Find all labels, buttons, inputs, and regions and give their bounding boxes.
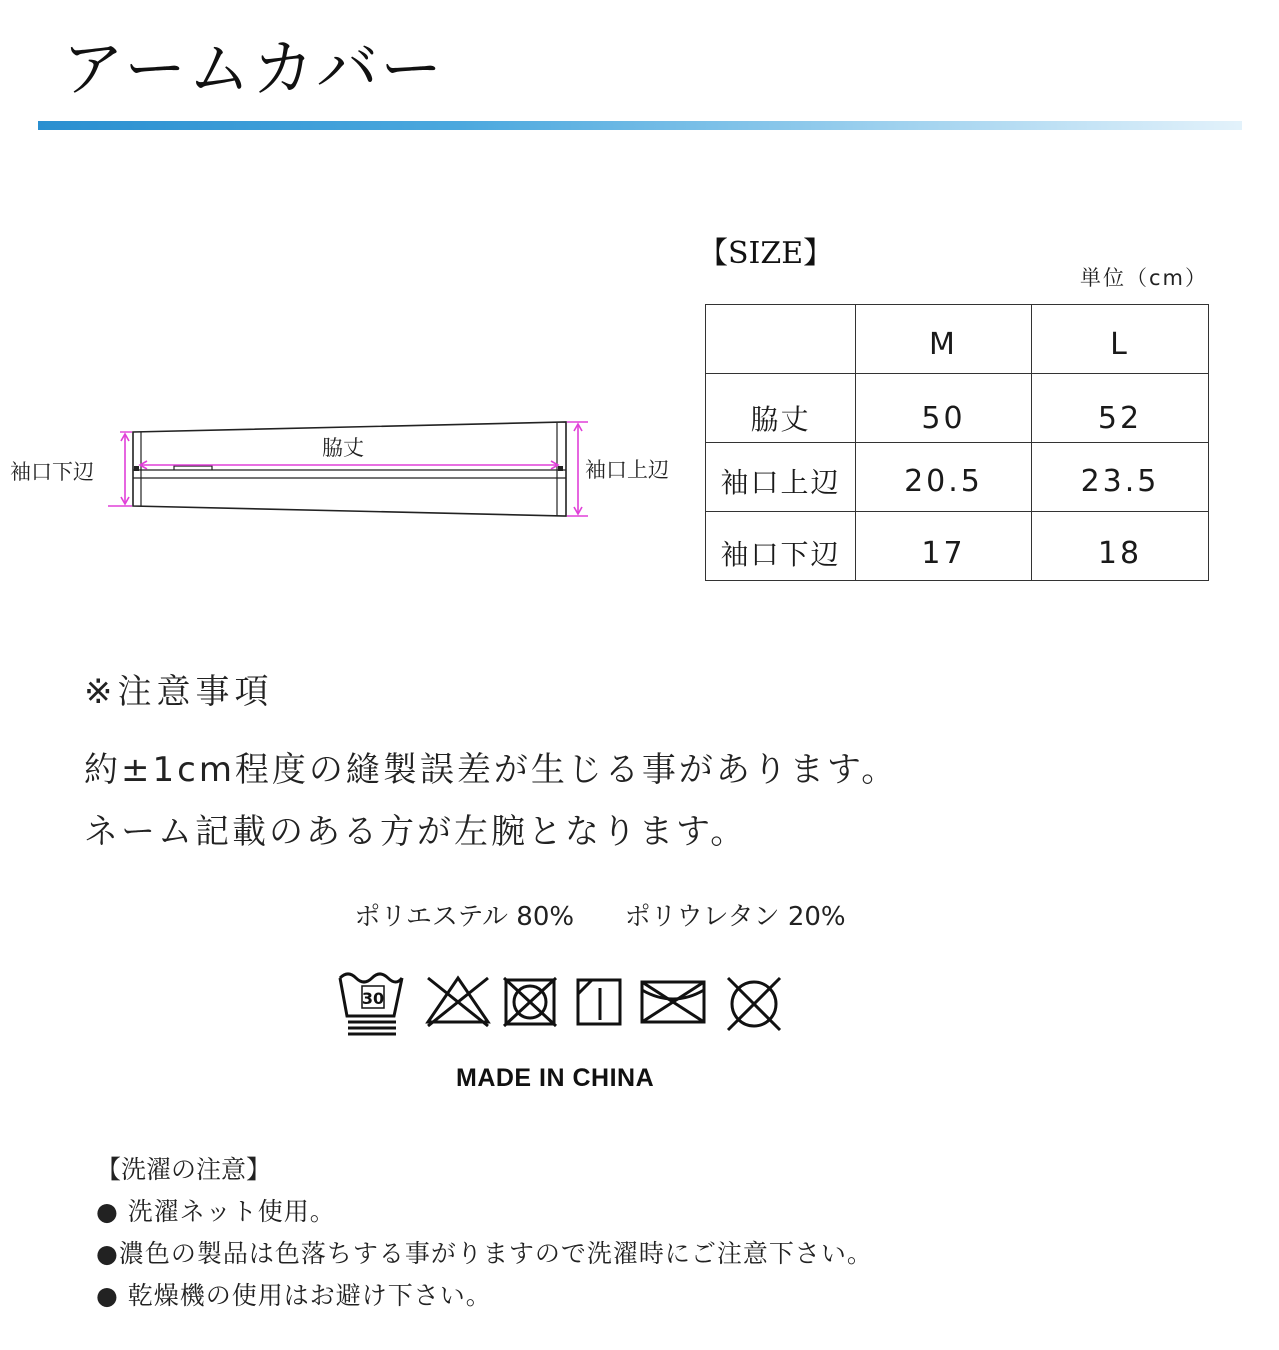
note-line: ネーム記載のある方が左腕となります。 xyxy=(84,812,748,852)
care-symbols xyxy=(336,964,796,1040)
no-tumble-dry-icon xyxy=(504,978,556,1026)
cuff-top-label: 袖口上辺 xyxy=(585,458,669,482)
washing-note-item: ● 乾燥機の使用はお避け下さい。 xyxy=(96,1281,492,1310)
row-label: 袖口下辺 xyxy=(706,512,856,581)
column-header-l: L xyxy=(1032,305,1209,374)
no-bleach-icon xyxy=(428,978,488,1026)
washing-note-item: ● 洗濯ネット使用。 xyxy=(96,1197,336,1226)
country-of-origin: MADE IN CHINA xyxy=(456,1064,655,1092)
cell-value: 52 xyxy=(1032,374,1209,443)
table-header-row xyxy=(706,305,1209,374)
row-label: 脇丈 xyxy=(706,374,856,443)
cuff-bottom-label: 袖口下辺 xyxy=(10,460,94,484)
arm-cover-diagram xyxy=(0,410,700,540)
column-header-m: M xyxy=(856,305,1032,374)
note-line: 約±1cm程度の縫製誤差が生じる事があります。 xyxy=(84,750,899,790)
cell-value: 17 xyxy=(856,512,1032,581)
length-label: 脇丈 xyxy=(322,436,364,460)
washing-notes-heading: 【洗濯の注意】 xyxy=(96,1155,272,1184)
wash-temp-text: 30 xyxy=(361,989,385,1008)
drip-dry-shade-icon xyxy=(578,980,620,1024)
notes-heading: ※注意事項 xyxy=(84,672,274,712)
size-heading: 【SIZE】 xyxy=(698,236,834,271)
material-composition xyxy=(0,896,1200,933)
no-dry-clean-icon xyxy=(728,978,780,1030)
cell-value: 50 xyxy=(856,374,1032,443)
unit-label: 単位（cm） xyxy=(1080,266,1209,290)
table-row xyxy=(706,443,1209,512)
row-label: 袖口上辺 xyxy=(706,443,856,512)
title-underline xyxy=(38,121,1242,130)
washing-note-item: ●濃色の製品は色落ちする事がりますので洗濯時にご注意下さい。 xyxy=(96,1239,873,1268)
size-table xyxy=(705,304,1209,581)
table-corner-cell xyxy=(706,305,856,374)
page-title: アームカバー xyxy=(62,32,445,105)
material-item: ポリウレタン 20% xyxy=(624,902,846,932)
material-item: ポリエステル 80% xyxy=(354,902,575,932)
table-row xyxy=(706,512,1209,581)
cell-value: 23.5 xyxy=(1032,443,1209,512)
cell-value: 18 xyxy=(1032,512,1209,581)
table-row xyxy=(706,374,1209,443)
no-iron-icon xyxy=(642,982,704,1022)
cell-value: 20.5 xyxy=(856,443,1032,512)
